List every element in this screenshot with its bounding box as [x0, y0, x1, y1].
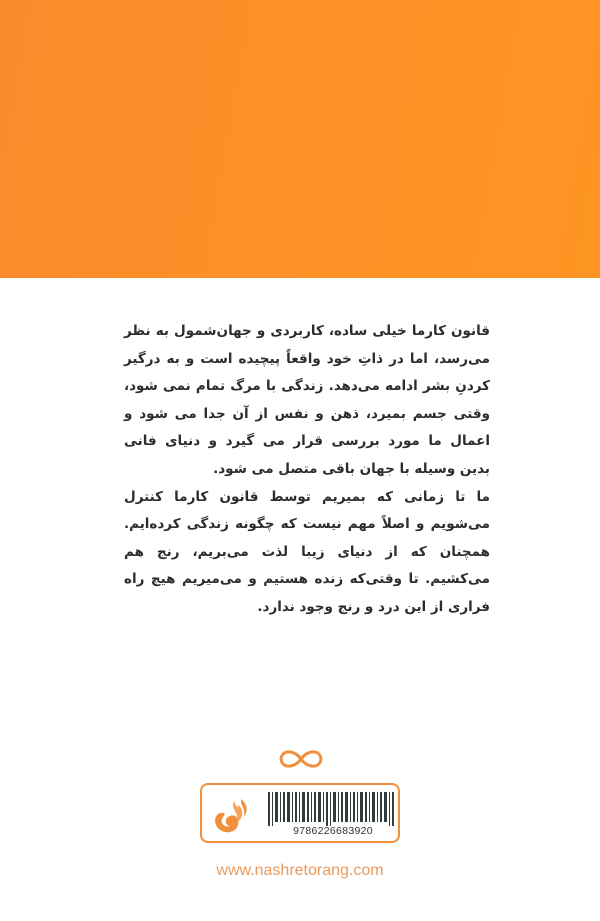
- orange-cover-band: [0, 0, 600, 278]
- barcode-box: [200, 783, 400, 843]
- blurb-paragraph-1: قانون کارما خیلی ساده، کاربردی و جهان‌شمول به نظر می‌رسد، اما در ذاتِ خود واقعاً پیچیده است و به درگیر کردنِ بشر ادامه می‌دهد. زندگی با مرگ تمام نمی شود، وقتی جسم بمیرد، ذهن و نفس از آن جدا می شود و اعمال ما مورد بررسی قرار می گیرد و دنیای فانی بدین وسیله با جهان باقی متصل می شود.: [124, 323, 490, 477]
- blurb-text: [124, 318, 490, 622]
- flame-logo-icon: [210, 795, 250, 837]
- barcode-bars: [268, 792, 394, 826]
- blurb-paragraph-2: ما تا زمانی که بمیریم توسط قانون کارما کنترل می‌شویم و اصلاً مهم نیست که چگونه زندگی کرده‌ایم. همچنان که از دنیای زیبا لذت می‌بریم، رنج هم می‌کشیم. تا وقتی‌که زنده هستیم و می‌میریم هیچ راه فراری از این درد و رنج وجود ندارد.: [124, 488, 490, 615]
- isbn-number: 9786226683920: [293, 825, 373, 837]
- infinity-icon: [276, 746, 326, 772]
- publisher-website[interactable]: www.nashretorang.com: [216, 862, 384, 879]
